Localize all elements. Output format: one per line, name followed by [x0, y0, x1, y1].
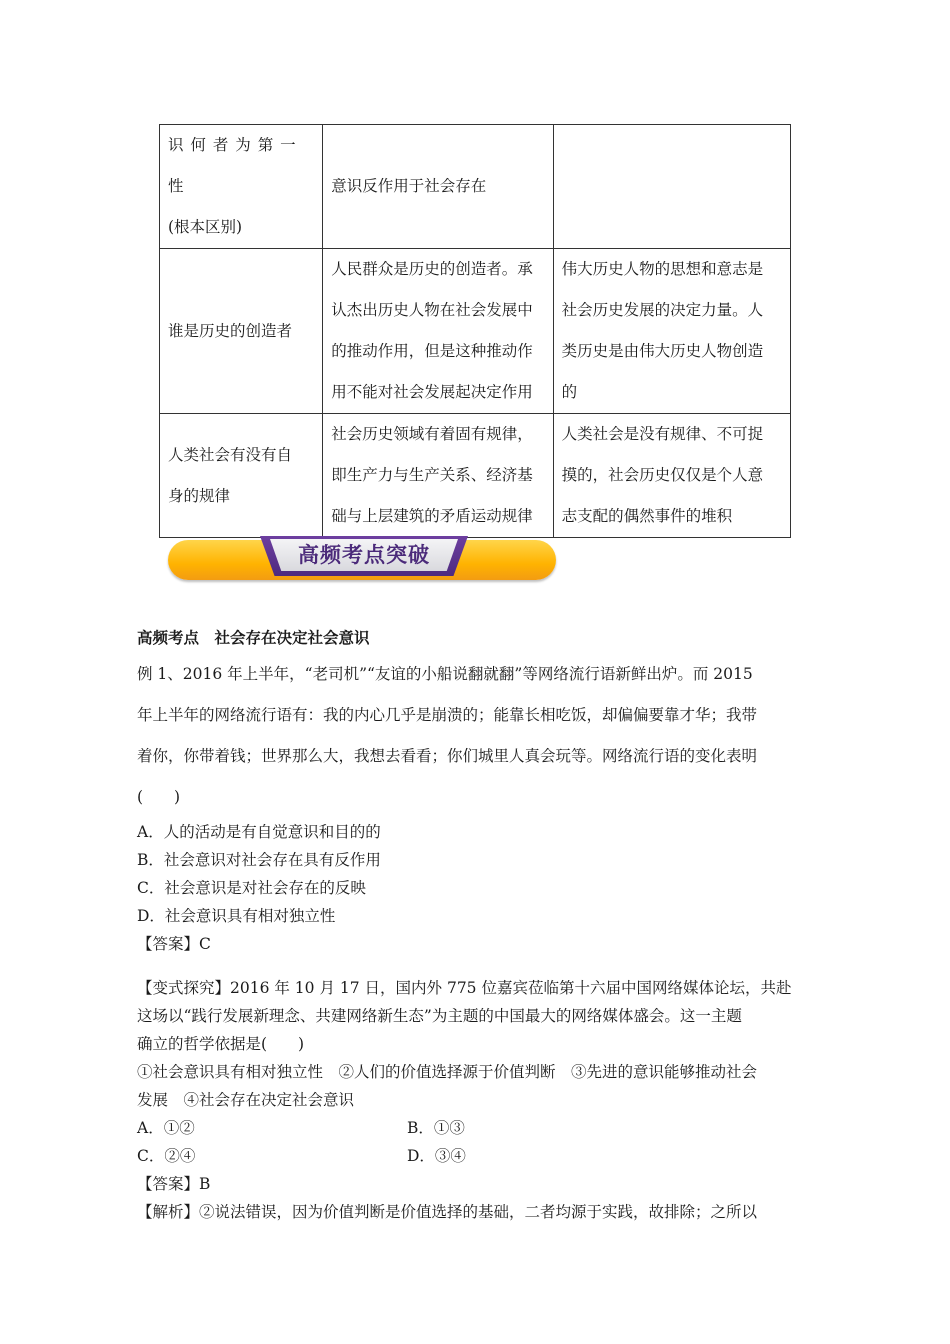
option-row [137, 1114, 817, 1142]
cell-text: 人民群众是历史的创造者。承 [331, 260, 533, 278]
question-line: 发展 ④社会存在决定社会意识 [137, 1091, 355, 1109]
cell-text: 人类社会是没有规律、不可捉 [561, 425, 764, 443]
question-line: 【变式探究】2016 年 10 月 17 日，国内外 775 位嘉宾莅临第十六届中国网络媒体论坛，共赴 [137, 979, 792, 997]
option-d: D．③④ [407, 1147, 466, 1165]
cell-text: 的推动作用，但是这种推动作 [331, 342, 533, 360]
question-line: 这场以“践行发展新理念、共建网络新生态”为主题的中国最大的网络媒体盛会。这一主题 [137, 1007, 742, 1025]
section-heading: 高频考点 社会存在决定社会意识 [137, 628, 370, 647]
cell-text: 即生产力与生产关系、经济基 [331, 466, 533, 484]
question-line: ( ) [137, 788, 181, 806]
cell-text: 志支配的偶然事件的堆积 [561, 507, 733, 525]
option-b: B．社会意识对社会存在具有反作用 [137, 851, 381, 869]
option-a: A．人的活动是有自觉意识和目的的 [137, 823, 381, 841]
cell-text: 谁是历史的创造者 [168, 321, 293, 340]
section-banner [168, 536, 558, 582]
question-line: 着你，你带着钱；世界那么大，我想去看看；你们城里人真会玩等。网络流行语的变化表明 [137, 747, 758, 765]
answer: 【答案】B [137, 1175, 211, 1193]
main-content [137, 624, 817, 1226]
question-line: 确立的哲学依据是( ) [137, 1035, 305, 1053]
cell-text: 类历史是由伟大历史人物创造 [561, 342, 764, 360]
table-cell [323, 249, 553, 414]
option-c: C．社会意识是对社会存在的反映 [137, 879, 366, 897]
question-line: ①社会意识具有相对独立性 ②人们的价值选择源于价值判断 ③先进的意识能够推动社会 [137, 1063, 758, 1081]
comparison-table [159, 124, 791, 538]
table-cell [553, 249, 790, 414]
option-c: C．②④ [137, 1147, 196, 1165]
table-cell [553, 125, 790, 249]
cell-text: 社会历史领域有着固有规律， [331, 425, 533, 443]
table-cell [160, 249, 323, 414]
option-a: A．①② [137, 1119, 195, 1137]
cell-text: 识 何 者 为 第 一 性 [168, 136, 297, 195]
table-row [160, 249, 791, 414]
table-row [160, 414, 791, 538]
cell-text: 人类社会有没有自 [168, 445, 293, 464]
analysis: 【解析】②说法错误，因为价值判断是价值选择的基础，二者均源于实践，故排除；之所以 [137, 1203, 758, 1221]
table-cell [160, 414, 323, 538]
table-cell [323, 125, 553, 249]
banner-title: 高频考点突破 [298, 543, 430, 567]
cell-text: 意识反作用于社会存在 [331, 177, 487, 195]
table-cell [553, 414, 790, 538]
table-cell [323, 414, 553, 538]
cell-text: 础与上层建筑的矛盾运动规律 [331, 507, 533, 525]
cell-text: 伟大历史人物的思想和意志是 [561, 260, 764, 278]
option-b: B．①③ [407, 1119, 465, 1137]
answer: 【答案】C [137, 935, 211, 953]
question-line: 例 1、2016 年上半年，“老司机”“友谊的小船说翻就翻”等网络流行语新鲜出炉。而 2015 [137, 665, 753, 683]
cell-text: 摸的，社会历史仅仅是个人意 [561, 466, 764, 484]
variant-question [137, 974, 817, 1226]
cell-text: 身的规律 [168, 486, 231, 505]
cell-text: (根本区别) [168, 218, 243, 236]
table-cell [160, 125, 323, 249]
question-line: 年上半年的网络流行语有：我的内心几乎是崩溃的；能靠长相吃饭，却偏偏要靠才华；我带 [137, 706, 758, 724]
cell-text: 用不能对社会发展起决定作用 [331, 383, 533, 401]
table-row [160, 125, 791, 249]
cell-text: 社会历史发展的决定力量。人 [561, 301, 764, 319]
cell-text: 认杰出历史人物在社会发展中 [331, 301, 533, 319]
example-1 [137, 654, 817, 958]
cell-text: 的 [561, 383, 578, 401]
option-d: D．社会意识具有相对独立性 [137, 907, 336, 925]
option-row [137, 1142, 817, 1170]
